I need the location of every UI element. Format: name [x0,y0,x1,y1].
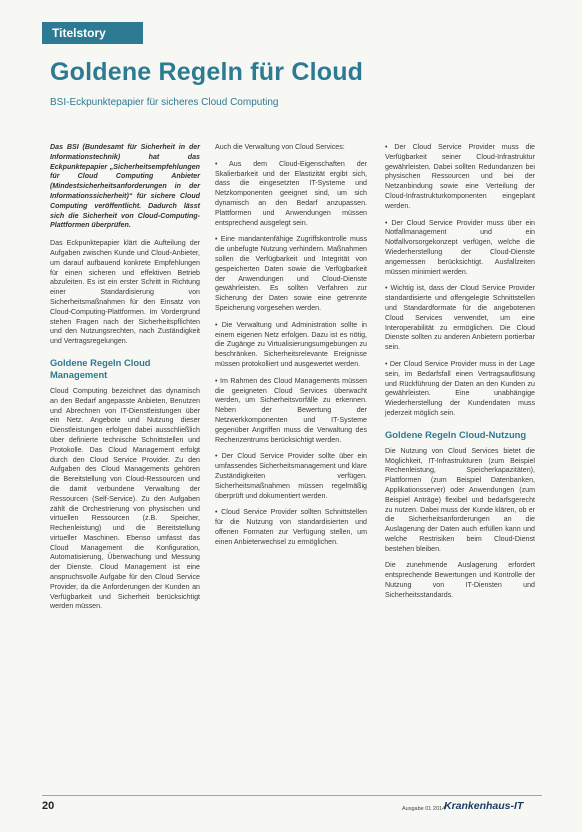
page-number: 20 [42,800,55,812]
body-paragraph: Das Eckpunktepapier klärt die Aufteilung der Aufgaben zwischen Kunde und Cloud-Anbieter, um darauf aufbauend konkrete Empfehlungen für einen sicheren und effektiven Betrieb abzuleiten. Es ist ein erster Schritt in Richtung einer Standardisierung von Sicherheitsmaßnahmen für den Einsatz von Cloud-Computing-Plattformen. Im Vordergrund stehen Fragen nach der Sicherheitspflichten und den Nutzungsrechten, nach Zuständigkeit und Vertragsregelungen. [50,239,200,346]
bullet-item: • Der Cloud Service Provider sollte über ein umfassendes Sicherheitsmanagement und klare Zuständigkeiten verfügen. Sicherheitsmaßnahmen müssen regelmäßig überprüft und dokumentiert werden. [215,452,367,500]
body-paragraph: Auch die Verwaltung von Cloud Services: [215,143,345,151]
section-tag: Titelstory [42,22,143,44]
column-1 [50,143,200,619]
section-heading-management: Goldene Regeln Cloud Management [50,356,151,380]
bullet-item: • Wichtig ist, dass der Cloud Service Provider standardisierte und offengelegte Schnittstellen und Standardformate für die angebotenen Cloud Services verwendet, um eine Interoperabilität zu ermöglichen. Die Cloud Dienste sollten zu anderen Anbietern portierbar sein. [385,284,535,352]
body-paragraph: Die zunehmende Auslagerung erfordert entsprechende Bewertungen und Kontrolle der Nutzung von IT-Diensten und Sicherheitsstandards. [385,561,535,599]
issue-label: Ausgabe 01 2014 [402,806,446,812]
body-paragraph: Die Nutzung von Cloud Services bietet die Möglichkeit, IT-Infrastrukturen (zum Beispiel Rechenleistung, Speicherkapazitäten), Plattformen (zum Beispiel Datenbanken, Applikationsserver) oder Anwendungen (zum Beispiel Anträge) flexibel und bedarfsgerecht zu nutzen. Dabei muss der Kunde klären, ob er die Sicherheitsanforderungen an die Auslagerung der Daten auch erfüllen kann und welche Restrisiken beim Cloud-Dienst bestehen bleiben. [385,446,535,553]
bullet-item: • Eine mandantenfähige Zugriffskontrolle muss die unbefugte Nutzung verhindern. Maßnahmen sollen die Verfügbarkeit und Integrität von gespeicherten Daten sowie die Verfügbarkeit der Anwendungen und Cloud-Dienste gewährleisten. Es sollten Verfahren zur Sicherung der Daten sowie eine getrennte Speicherung vorgesehen werden. [215,235,367,312]
bullet-item: • Der Cloud Service Provider muss in der Lage sein, im Bedarfsfall einen Vertragsauflösung und Rückführung der Daten an den Kunden zu gewährleisten. Eine unabhängige Wiederherstellung der Kundendaten muss jederzeit möglich sein. [385,359,535,417]
section-heading-usage: Goldene Regeln Cloud-Nutzung [385,428,527,440]
bullet-item: • Aus dem Cloud-Eigenschaften der Skalierbarkeit und der Elastizität ergibt sich, dass die eingesetzten IT-Systeme und Netzkomponenten geeignet sind, um sich dynamisch an den Bedarf anzupassen. Plattformen und Anwendungen müssen entsprechend ausgelegt sein. [215,159,367,227]
article-title: Goldene Regeln für Cloud [50,58,364,86]
bullet-item: • Der Cloud Service Provider muss über ein Notfallmanagement und ein Notfallvorsorgekonzept verfügen, welche die Wiederherstellung der Cloud-Dienste angemessen berücksichtigt. Ausfallzeiten müssen minimiert werden. [385,218,535,276]
article-subtitle: BSI-Eckpunktepapier für sicheres Cloud Computing [50,97,279,108]
bullet-item: • Der Cloud Service Provider muss die Verfügbarkeit seiner Cloud-Infrastruktur gewährleisten. Dabei sollten Redundanzen bei physischen Ressourcen und bei der Netzanbindung sowie eine Verteilung der Cloud-Infrastrukturkomponenten eingeplant werden. [385,143,535,210]
column-2 [215,143,367,554]
column-3 [385,143,535,608]
footer-divider [42,795,542,796]
bullet-item: • Cloud Service Provider sollten Schnittstellen für die Nutzung von standardisierten und offenen Formaten zur Verfügung stellen, um einen Anbieterwechsel zu ermöglichen. [215,508,367,546]
body-paragraph: Cloud Computing bezeichnet das dynamisch an den Bedarf angepasste Anbieten, Benutzen und Abrechnen von IT-Dienstleistungen über ein Netz. Angebote und Nutzung dieser Dienstleistungen erfolgen dabei ausschließlich über definierte technische Schnittstellen und Protokolle. Das Cloud Management erfolgt durch den Cloud Service Provider. Zu den Aufgaben des Cloud Managements gehören die Bereitstellung von Cloud-Ressourcen und die damit verbundene Verwaltung der Ressourcen (Self-Service). Zu den Aufgaben zählt die Orchestrierung von physischen und virtuellen Ressourcen (z.B. Speicher, Rechenleistung) und die Bereitstellung virtueller Maschinen. Ebenso umfasst das Cloud Management die Konfiguration, Automatisierung, Überwachung und Messung der Dienste. Cloud Management ist eine anspruchsvolle Aufgabe für den Cloud Service Provider, da die Anforderungen der Kunden an Verfügbarkeit und Sicherheit berücksichtigt werden müssen. [50,386,200,611]
lead-paragraph: Das BSI (Bundesamt für Sicherheit in der Informationstechnik) hat das Eckpunktepapier „Sicherheitsempfehlungen für Cloud Computing Anbieter (Mindestsicherheitsanforderungen in der Informationssicherheit)“ für sichere Cloud Computing veröffentlicht. Dadurch lässt sich die Sicherheit von Cloud-Computing-Plattformen überprüfen. [50,143,200,230]
bullet-item: • Die Verwaltung und Administration sollte in einem eigenen Netz erfolgen. Dazu ist es nötig, die Zugänge zu Virtualisierungsumgebungen zu beschränken. Sicherheitsrelevante Ereignisse müssen protokolliert und ausgewertet werden. [215,320,367,368]
brand-logo: Krankenhaus-IT [444,800,524,812]
bullet-item: • Im Rahmen des Cloud Managements müssen die geeigneten Cloud Services überwacht werden, um Sicherheitsvorfälle zu erkennen. Neben der Bewertung der Netzwerkkomponenten und IT-Systeme gegenüber Angriffen muss die Verwaltung des Rechenzentrums berücksichtigt werden. [215,376,367,444]
